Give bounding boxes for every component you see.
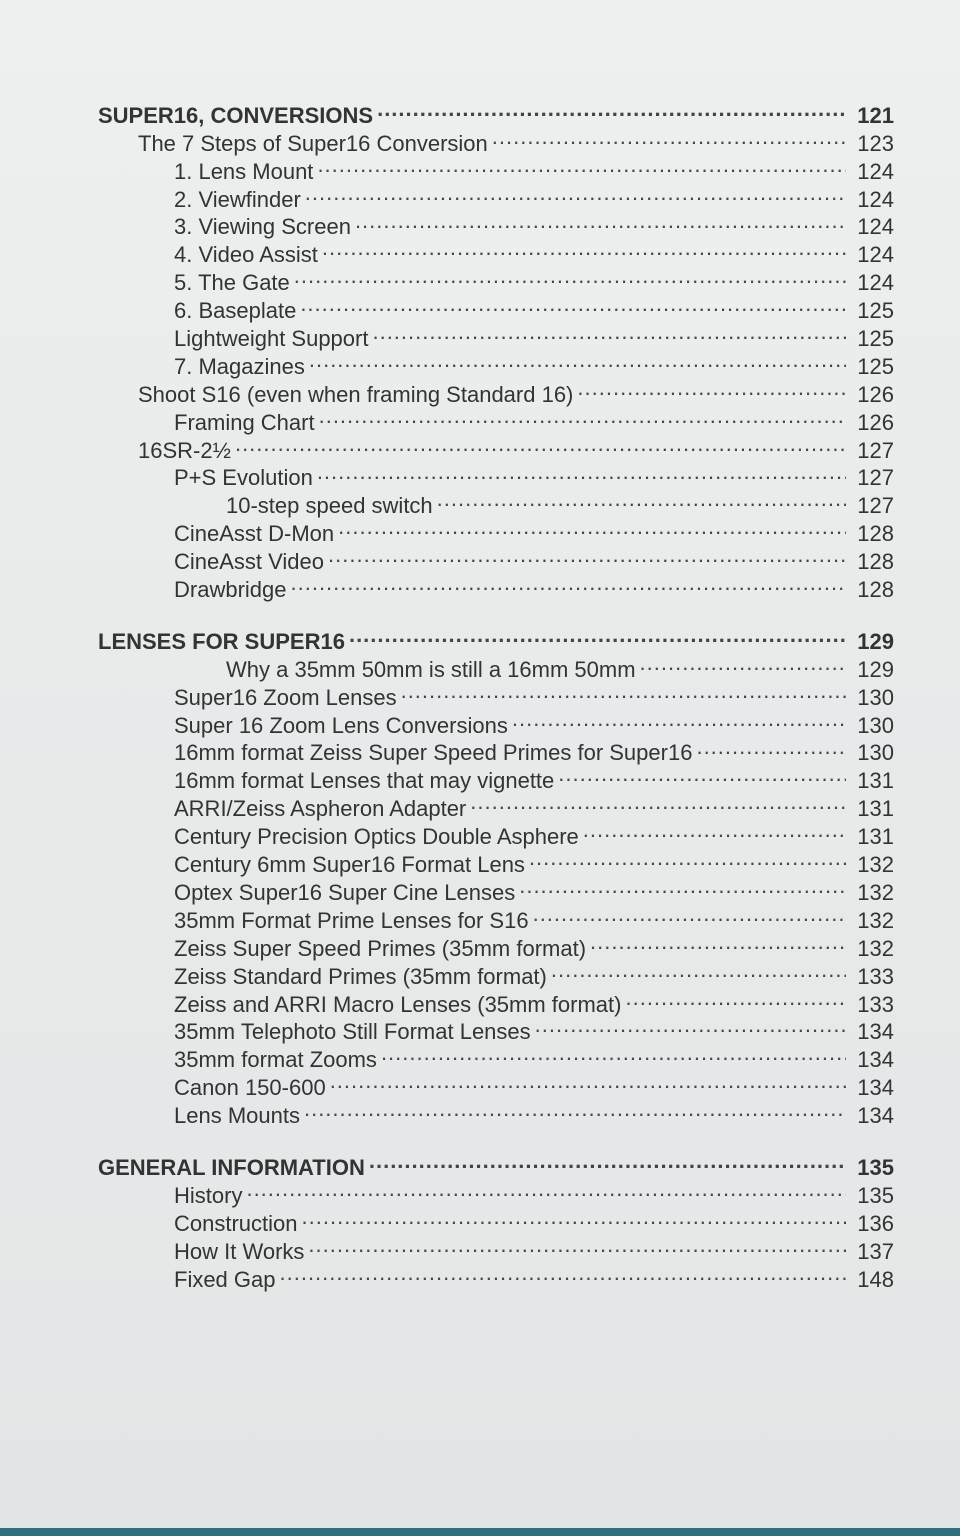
page-number: 132 — [857, 907, 894, 933]
entry-title: CineAsst D-Mon — [174, 521, 335, 547]
page-number: 126 — [857, 381, 894, 407]
dot-leader — [308, 1231, 846, 1259]
entry-title: CineAsst Video — [174, 549, 325, 575]
dot-leader — [319, 402, 846, 430]
dot-leader — [577, 374, 846, 402]
toc-section — [98, 95, 894, 603]
dot-leader — [300, 290, 846, 318]
page-number: 130 — [857, 684, 894, 710]
page-number: 123 — [857, 130, 894, 156]
page-number: 127 — [857, 465, 894, 491]
entry-title: The 7 Steps of Super16 Conversion — [138, 130, 488, 156]
toc-entry — [98, 677, 894, 710]
page-number: 124 — [857, 270, 894, 296]
toc-entry — [98, 513, 894, 547]
entry-title: P+S Evolution — [174, 465, 313, 491]
entry-title: Zeiss Super Speed Primes (35mm format) — [174, 935, 587, 961]
toc-section-heading — [98, 95, 894, 128]
page-number: 124 — [857, 158, 894, 184]
dot-leader — [304, 1095, 846, 1123]
page-number: 124 — [857, 186, 894, 212]
entry-title: Why a 35mm 50mm is still a 16mm 50mm — [226, 656, 636, 682]
entry-title: Optex Super16 Super Cine Lenses — [174, 879, 516, 905]
entry-title: Century 6mm Super16 Format Lens — [174, 852, 525, 878]
dot-leader — [558, 760, 846, 788]
dot-leader — [309, 346, 846, 374]
section-title: SUPER16, CONVERSIONS — [98, 102, 374, 128]
dot-leader — [330, 1067, 846, 1095]
toc-section-heading — [98, 621, 894, 654]
entry-title: 16mm format Zeiss Super Speed Primes for Super16 — [174, 740, 693, 766]
entry-title: 5. The Gate — [174, 270, 290, 296]
dot-leader — [328, 541, 846, 569]
entry-title: 7. Magazines — [174, 353, 305, 379]
page-number: 136 — [857, 1210, 894, 1236]
entry-title: Lens Mounts — [174, 1103, 300, 1129]
entry-title: Century Precision Optics Double Asphere — [174, 824, 579, 850]
toc-section-heading — [98, 1147, 894, 1180]
entry-title: 16mm format Lenses that may vignette — [174, 768, 555, 794]
dot-leader — [302, 1203, 846, 1231]
section-title: GENERAL INFORMATION — [98, 1154, 365, 1180]
page-number: 125 — [857, 326, 894, 352]
page-number: 125 — [857, 353, 894, 379]
entry-title: 35mm Format Prime Lenses for S16 — [174, 907, 529, 933]
dot-leader — [381, 1039, 846, 1067]
entry-title: 35mm Telephoto Still Format Lenses — [174, 1019, 531, 1045]
dot-leader — [437, 485, 846, 513]
page-number: 133 — [857, 963, 894, 989]
page-number: 130 — [857, 740, 894, 766]
page-number: 129 — [857, 628, 894, 654]
entry-title: Lightweight Support — [174, 326, 369, 352]
dot-leader — [349, 621, 846, 649]
page-number: 121 — [857, 102, 894, 128]
dot-leader — [529, 844, 846, 872]
dot-leader — [294, 262, 846, 290]
entry-title: Canon 150-600 — [174, 1075, 326, 1101]
dot-leader — [291, 569, 847, 597]
page-number: 132 — [857, 852, 894, 878]
dot-leader — [322, 234, 846, 262]
section-title: LENSES FOR SUPER16 — [98, 628, 345, 654]
dot-leader — [280, 1259, 847, 1287]
dot-leader — [372, 318, 846, 346]
page-number: 130 — [857, 712, 894, 738]
entry-title: Construction — [174, 1210, 298, 1236]
dot-leader — [235, 430, 846, 458]
page-number: 131 — [857, 796, 894, 822]
entry-title: 35mm format Zooms — [174, 1047, 377, 1073]
entry-title: Framing Chart — [174, 409, 315, 435]
page-number: 131 — [857, 824, 894, 850]
entry-title: 16SR-2½ — [138, 437, 231, 463]
page-number: 128 — [857, 549, 894, 575]
dot-leader — [533, 900, 846, 928]
page-number: 127 — [857, 493, 894, 519]
dot-leader — [246, 1175, 846, 1203]
dot-leader — [355, 207, 846, 235]
entry-title: 10-step speed switch — [226, 493, 433, 519]
dot-leader — [492, 123, 846, 151]
entry-title: 1. Lens Mount — [174, 158, 314, 184]
entry-title: How It Works — [174, 1238, 305, 1264]
entry-title: Zeiss and ARRI Macro Lenses (35mm format) — [174, 991, 622, 1017]
table-of-contents — [98, 95, 894, 1311]
dot-leader — [338, 513, 846, 541]
page-number: 131 — [857, 768, 894, 794]
entry-title: Super 16 Zoom Lens Conversions — [174, 712, 508, 738]
page-number: 134 — [857, 1103, 894, 1129]
toc-section — [98, 1147, 894, 1292]
dot-leader — [625, 984, 846, 1012]
page-number: 137 — [857, 1238, 894, 1264]
entry-title: Shoot S16 (even when framing Standard 16) — [138, 381, 574, 407]
entry-title: ARRI/Zeiss Aspheron Adapter — [174, 796, 467, 822]
book-cover-edge — [0, 1528, 960, 1536]
entry-title: Fixed Gap — [174, 1266, 276, 1292]
dot-leader — [535, 1012, 846, 1040]
page-number: 135 — [857, 1154, 894, 1180]
page-number: 124 — [857, 242, 894, 268]
dot-leader — [640, 649, 846, 677]
toc-section — [98, 621, 894, 1129]
page-number: 125 — [857, 298, 894, 324]
dot-leader — [590, 928, 846, 956]
page-number: 129 — [857, 656, 894, 682]
page-number: 134 — [857, 1075, 894, 1101]
entry-title: 4. Video Assist — [174, 242, 318, 268]
dot-leader — [305, 179, 846, 207]
page-number: 127 — [857, 437, 894, 463]
dot-leader — [551, 956, 846, 984]
page-number: 133 — [857, 991, 894, 1017]
entry-title: Super16 Zoom Lenses — [174, 684, 397, 710]
dot-leader — [377, 95, 846, 123]
entry-title: Zeiss Standard Primes (35mm format) — [174, 963, 547, 989]
page-number: 128 — [857, 521, 894, 547]
entry-title: 3. Viewing Screen — [174, 214, 351, 240]
dot-leader — [696, 733, 846, 761]
page-number: 148 — [857, 1266, 894, 1292]
dot-leader — [317, 458, 846, 486]
entry-title: 6. Baseplate — [174, 298, 297, 324]
entry-title: 2. Viewfinder — [174, 186, 301, 212]
dot-leader — [401, 677, 846, 705]
page-number: 134 — [857, 1047, 894, 1073]
page-number: 126 — [857, 409, 894, 435]
dot-leader — [512, 705, 846, 733]
page-number: 135 — [857, 1182, 894, 1208]
page-number: 134 — [857, 1019, 894, 1045]
page-number: 124 — [857, 214, 894, 240]
page-number: 132 — [857, 935, 894, 961]
dot-leader — [519, 872, 846, 900]
entry-title: History — [174, 1182, 243, 1208]
page-number: 132 — [857, 879, 894, 905]
dot-leader — [470, 788, 846, 816]
dot-leader — [369, 1147, 846, 1175]
dot-leader — [317, 151, 846, 179]
entry-title: Drawbridge — [174, 577, 287, 603]
dot-leader — [583, 816, 846, 844]
page-number: 128 — [857, 577, 894, 603]
